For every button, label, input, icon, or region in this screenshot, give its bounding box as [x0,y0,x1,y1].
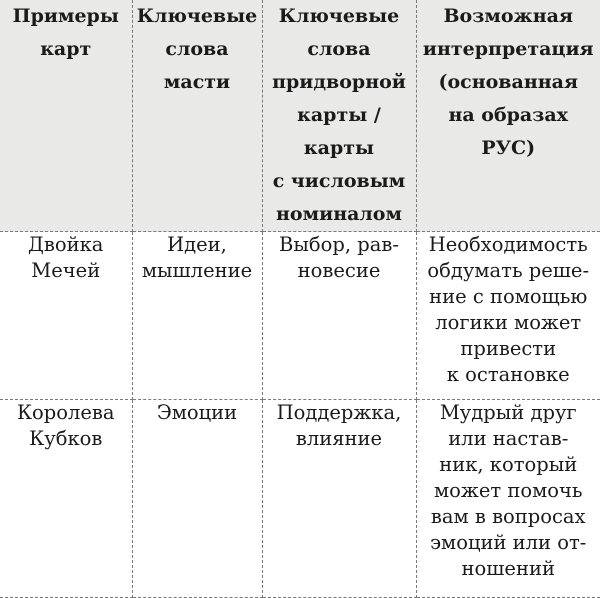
cell-line: ние с помощью [429,285,588,308]
cell-line: новесие [297,259,381,282]
cell-suit-keywords [132,400,262,598]
header-line: Ключевые [136,5,258,27]
header-line: Примеры [12,5,119,27]
cell-interpretation [416,400,600,598]
header-line: интерпретация [422,38,594,60]
cell-line: Королева [16,401,115,424]
cell-line: Эмоции [156,401,238,424]
cell-line: эмоций или от- [430,531,587,554]
cell-line: ник, который [439,453,578,476]
header-line: карт [40,38,92,60]
header-line: номиналом [276,203,402,225]
header-suit-keywords [132,0,262,232]
header-line: Возможная [443,5,573,27]
cell-court-number-keywords [262,232,416,400]
cell-card-example [0,400,132,598]
cell-line: мышление [141,259,253,282]
header-line: слова [165,38,229,60]
cell-court-number-keywords [262,400,416,598]
cell-line: Необходимость [428,233,588,256]
header-line: карты [303,137,375,159]
header-line: слова [307,38,371,60]
cell-line: может помочь [433,479,583,502]
cell-card-example [0,232,132,400]
cell-line: Двойка [28,233,104,256]
cell-line: Мудрый друг [439,401,577,424]
cell-line: обдумать реше- [427,259,590,282]
header-line: РУС) [481,137,536,159]
cell-line: Выбор, рав- [279,233,399,256]
cell-line: привести [460,337,557,360]
header-court-number-keywords [262,0,416,232]
header-line: карты / [297,104,381,126]
header-line: (основанная [438,71,578,93]
cell-suit-keywords [132,232,262,400]
table-row [0,232,600,400]
cell-line: ношений [461,557,555,580]
header-line: придворной [272,71,406,93]
cell-interpretation [416,232,600,400]
cell-line: влияние [295,427,383,450]
header-line: с числовым [272,170,406,192]
table-row [0,400,600,598]
header-line: масти [163,71,231,93]
header-line: на образах [448,104,569,126]
cell-line: логики может [435,311,582,334]
cell-line: или настав- [448,427,569,450]
cell-line: вам в вопросах [430,505,586,528]
header-card-examples [0,0,132,232]
cell-line: Идеи, [167,233,227,256]
cell-line: к остановке [446,363,570,386]
header-row [0,0,600,232]
cell-line: Мечей [31,259,101,282]
cell-line: Поддержка, [276,401,402,424]
cell-line: Кубков [29,427,103,450]
header-interpretation [416,0,600,232]
header-line: Ключевые [278,5,400,27]
